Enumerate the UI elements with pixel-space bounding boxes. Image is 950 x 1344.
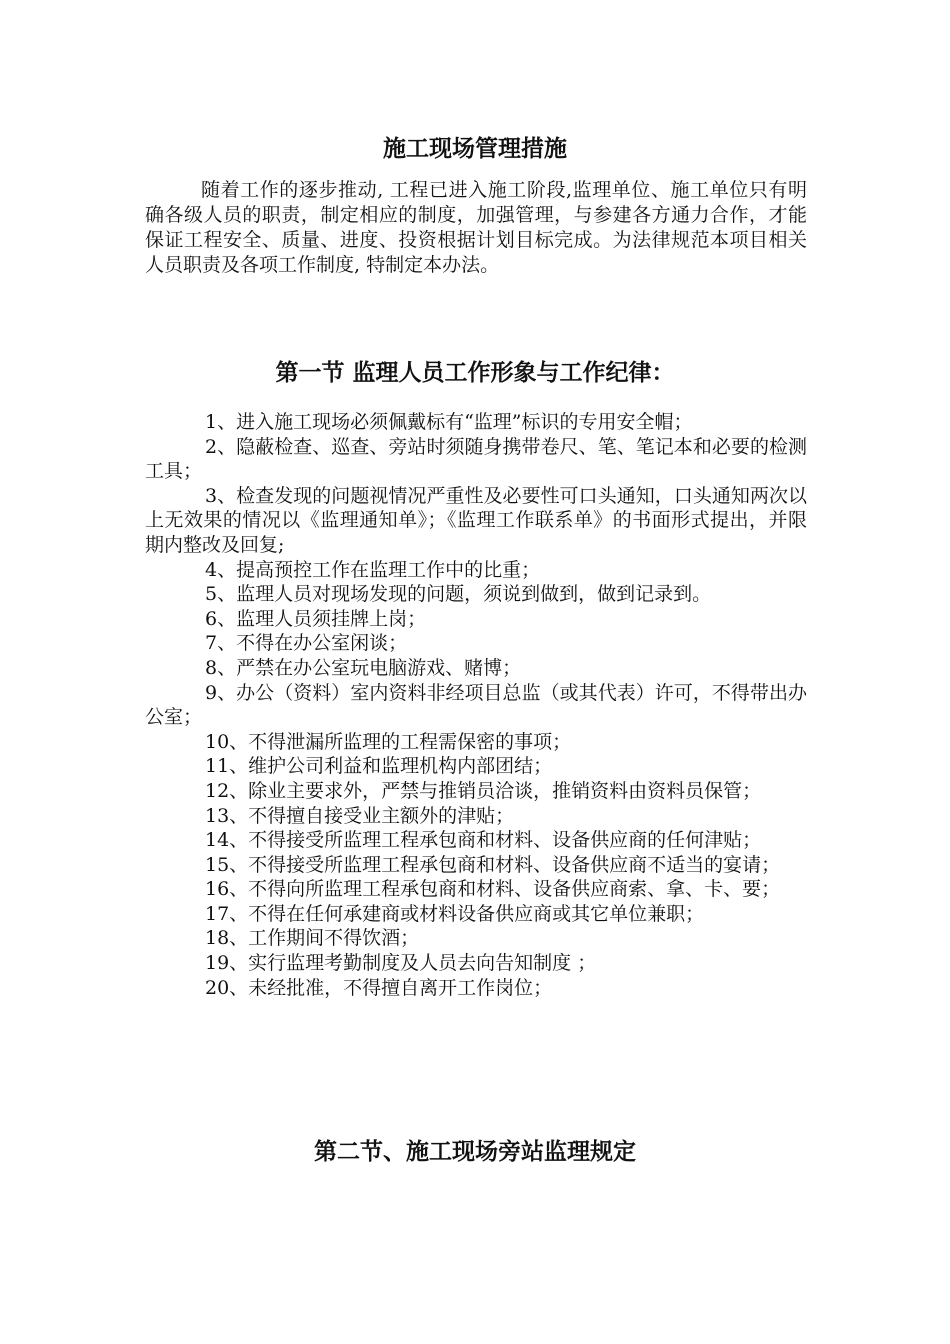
rule-item: 1、进入施工现场必须佩戴标有“监理”标识的专用安全帽； xyxy=(205,411,693,433)
rule-item: 10、不得泄漏所监理的工程需保密的事项； xyxy=(205,730,572,753)
section2-heading: 第二节、施工现场旁站监理规定 xyxy=(314,1139,636,1165)
document-title: 施工现场管理措施 xyxy=(383,136,567,162)
section1-heading: 第一节 监理人员工作形象与工作纪律： xyxy=(275,360,675,386)
rule-item: 12、除业主要求外，严禁与推销员洽谈，推销资料由资料员保管； xyxy=(205,779,762,802)
rule-item: 9、办公（资料）室内资料非经项目总监（或其代表）许可，不得带出办公室； xyxy=(145,681,807,729)
rule-item: 6、监理人员须挂牌上岗； xyxy=(205,607,427,630)
rule-item: 18、工作期间不得饮酒； xyxy=(205,927,420,950)
rule-item: 20、未经批准，不得擅自离开工作岗位； xyxy=(205,976,553,999)
rule-item: 2、隐蔽检查、巡查、旁站时须随身携带卷尺、笔、笔记本和必要的检测工具； xyxy=(145,435,807,483)
rule-item: 11、维护公司利益和监理机构内部团结； xyxy=(205,755,553,778)
intro-paragraph: 随着工作的逐步推动, 工程已进入施工阶段,监理单位、施工单位只有明确各级人员的职责，制定相应的制度，加强管理，与参建各方通力合作，才能保证工程安全、质量、进度、投资根据计划目标完成。为法律规范本项目相关人员职责及各项工作制度, 特制定本办法。 xyxy=(145,179,807,276)
rule-item: 7、不得在办公室闲谈； xyxy=(205,632,408,655)
rule-item: 14、不得接受所监理工程承包商和材料、设备供应商的任何津贴； xyxy=(205,829,762,852)
rule-item: 3、检查发现的问题视情况严重性及必要性可口头通知，口头通知两次以上无效果的情况以《监理通知单》；《监理工作联系单》的书面形式提出，并限期内整改及回复; xyxy=(145,484,807,556)
rule-item: 15、不得接受所监理工程承包商和材料、设备供应商不适当的宴请； xyxy=(205,853,781,876)
rule-item: 8、严禁在办公室玩电脑游戏、赌博； xyxy=(205,656,522,679)
rule-item: 16、不得向所监理工程承包商和材料、设备供应商索、拿、卡、要； xyxy=(205,878,781,901)
rule-item: 5、监理人员对现场发现的问题，须说到做到，做到记录到。 xyxy=(205,583,712,606)
rule-item: 17、不得在任何承建商或材料设备供应商或其它单位兼职； xyxy=(205,902,705,925)
rule-item: 4、提高预控工作在监理工作中的比重； xyxy=(205,558,541,581)
rules-list xyxy=(145,410,807,1000)
rule-item: 13、不得擅自接受业主额外的津贴； xyxy=(205,804,515,827)
rule-item: 19、实行监理考勤制度及人员去向告知制度 ； xyxy=(205,952,597,975)
